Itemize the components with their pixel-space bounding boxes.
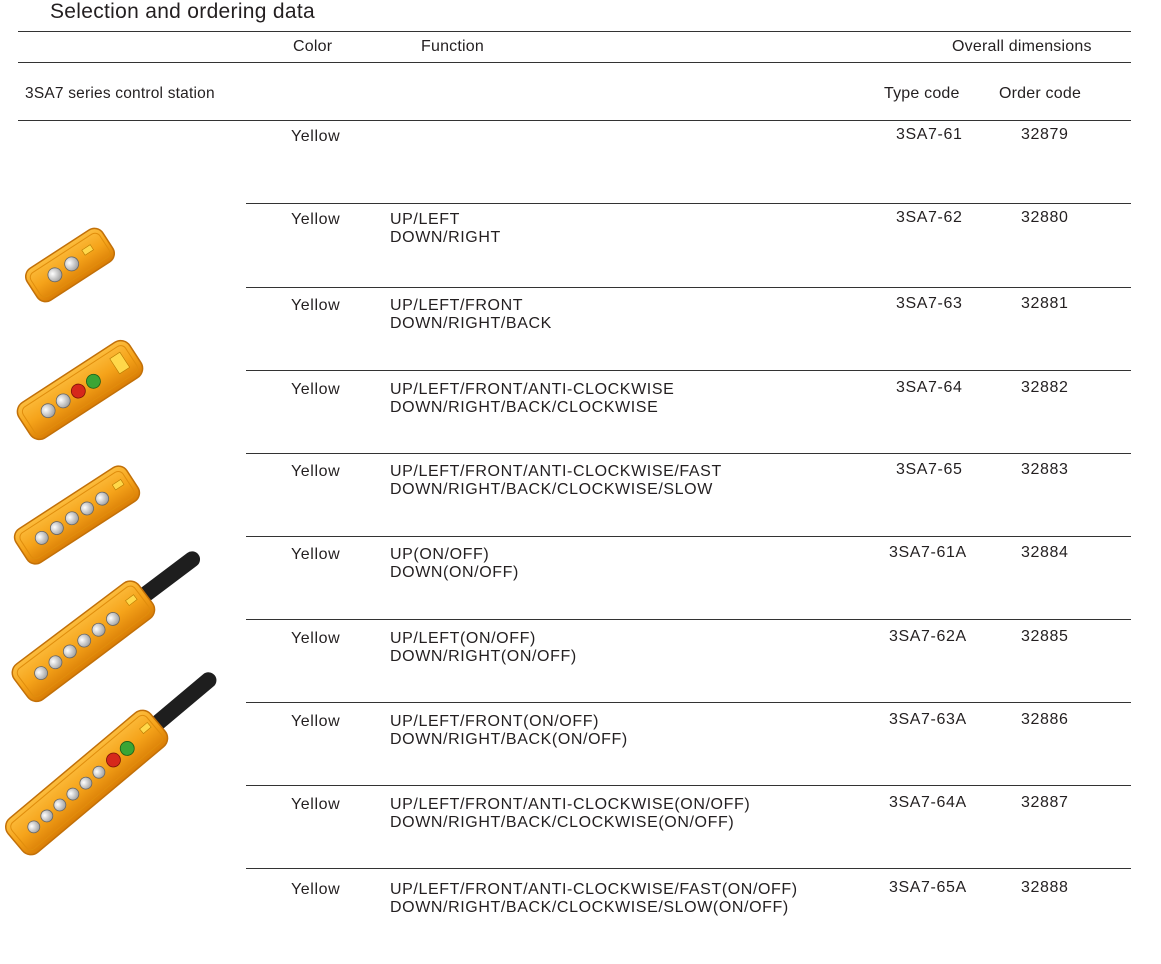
function-cell: UP/LEFT/FRONT/ANTI-CLOCKWISE DOWN/RIGHT/BACK/CLOCKWISE <box>390 381 675 416</box>
pendant-5-button <box>11 462 143 567</box>
color-cell: Yellow <box>291 463 341 480</box>
function-cell: UP/LEFT/FRONT DOWN/RIGHT/BACK <box>390 297 552 332</box>
row-divider <box>246 370 1131 371</box>
type-code-cell: 3SA7-63A <box>889 711 967 728</box>
color-cell: Yellow <box>291 211 341 228</box>
function-cell: UP/LEFT DOWN/RIGHT <box>390 211 501 246</box>
type-code-cell: 3SA7-65 <box>896 461 963 478</box>
order-code-cell: 32888 <box>1021 879 1069 896</box>
function-cell: UP/LEFT/FRONT/ANTI-CLOCKWISE/FAST DOWN/RIGHT/BACK/CLOCKWISE/SLOW <box>390 463 722 498</box>
header-mid-rule <box>18 62 1131 63</box>
order-code-cell: 32887 <box>1021 794 1069 811</box>
type-code-cell: 3SA7-61 <box>896 126 963 143</box>
product-series-label: 3SA7 series control station <box>25 85 215 102</box>
row-divider <box>246 536 1131 537</box>
order-code-cell: 32881 <box>1021 295 1069 312</box>
header-color: Color <box>293 38 333 55</box>
row-divider <box>246 287 1131 288</box>
function-cell: UP/LEFT/FRONT/ANTI-CLOCKWISE/FAST(ON/OFF) DOWN/RIGHT/BACK/CLOCKWISE/SLOW(ON/OFF) <box>390 881 798 916</box>
type-code-cell: 3SA7-65A <box>889 879 967 896</box>
pendant-control-station-photos <box>0 210 240 870</box>
table-row <box>0 128 1161 211</box>
header-function: Function <box>421 38 484 55</box>
color-cell: Yellow <box>291 546 341 563</box>
color-cell: Yellow <box>291 297 341 314</box>
header-type-code: Type code <box>884 85 960 102</box>
row-divider <box>246 453 1131 454</box>
type-code-cell: 3SA7-64 <box>896 379 963 396</box>
type-code-cell: 3SA7-61A <box>889 544 967 561</box>
order-code-cell: 32879 <box>1021 126 1069 143</box>
row-divider <box>246 702 1131 703</box>
header-bottom-rule <box>18 120 1131 121</box>
row-divider <box>246 619 1131 620</box>
color-cell: Yellow <box>291 381 341 398</box>
order-code-cell: 32885 <box>1021 628 1069 645</box>
order-code-cell: 32886 <box>1021 711 1069 728</box>
row-divider <box>246 868 1131 869</box>
order-code-cell: 32884 <box>1021 544 1069 561</box>
function-cell: UP/LEFT/FRONT(ON/OFF) DOWN/RIGHT/BACK(ON/OFF) <box>390 713 628 748</box>
type-code-cell: 3SA7-63 <box>896 295 963 312</box>
table-row <box>0 881 1161 964</box>
order-code-cell: 32883 <box>1021 461 1069 478</box>
order-code-cell: 32882 <box>1021 379 1069 396</box>
header-overall-dimensions: Overall dimensions <box>952 38 1092 55</box>
pendant-2-button <box>22 225 118 306</box>
color-cell: Yellow <box>291 630 341 647</box>
function-cell: UP/LEFT/FRONT/ANTI-CLOCKWISE(ON/OFF) DOWN/RIGHT/BACK/CLOCKWISE(ON/OFF) <box>390 796 751 831</box>
color-cell: Yellow <box>291 881 341 898</box>
page-title: Selection and ordering data <box>50 0 315 23</box>
type-code-cell: 3SA7-64A <box>889 794 967 811</box>
function-cell: UP/LEFT(ON/OFF) DOWN/RIGHT(ON/OFF) <box>390 630 577 665</box>
row-divider <box>246 203 1131 204</box>
function-cell: UP(ON/OFF) DOWN(ON/OFF) <box>390 546 519 581</box>
type-code-cell: 3SA7-62 <box>896 209 963 226</box>
header-top-rule <box>18 31 1131 32</box>
pendant-4-button-with-lamps <box>13 336 147 443</box>
row-divider <box>246 785 1131 786</box>
order-code-cell: 32880 <box>1021 209 1069 226</box>
header-order-code: Order code <box>999 85 1082 102</box>
type-code-cell: 3SA7-62A <box>889 628 967 645</box>
color-cell: Yellow <box>291 796 341 813</box>
color-cell: Yellow <box>291 128 341 145</box>
color-cell: Yellow <box>291 713 341 730</box>
